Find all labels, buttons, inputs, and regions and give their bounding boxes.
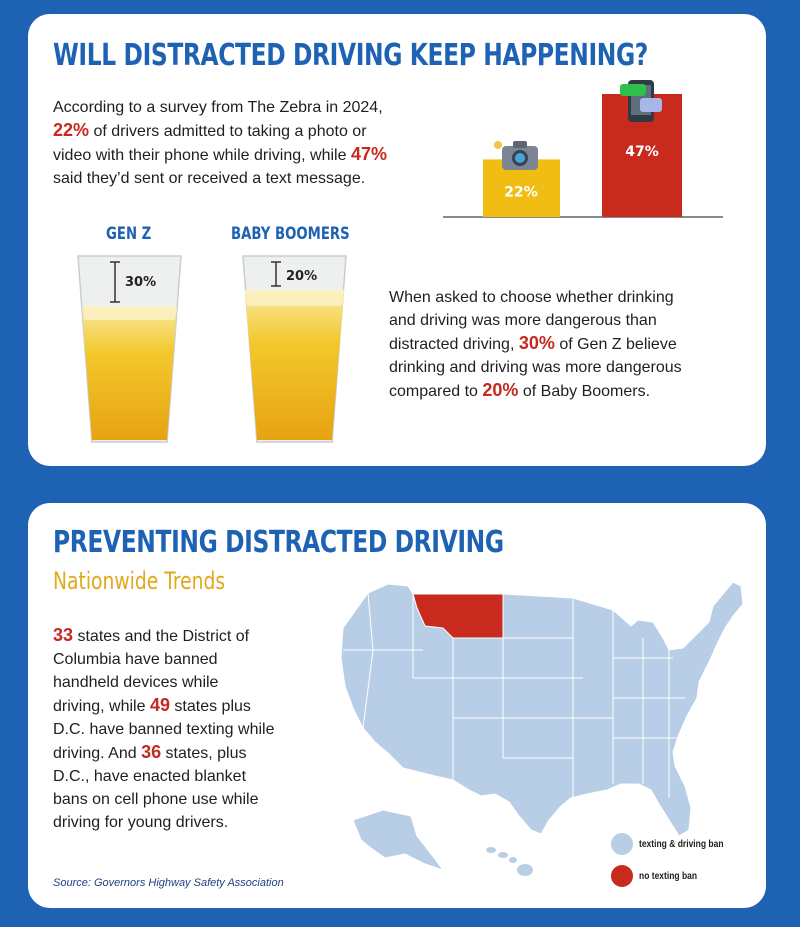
hawaii-state xyxy=(486,847,533,876)
glass-genz-value: 30% xyxy=(125,275,157,290)
boomers-percent: 20% xyxy=(482,380,519,400)
panel-title: WILL DISTRACTED DRIVING KEEP HAPPENING? xyxy=(53,38,648,73)
glass-boomers xyxy=(243,256,346,442)
text-percent: 47% xyxy=(350,144,387,164)
bar-text-label: 47% xyxy=(625,144,659,160)
stat-33: 33 xyxy=(53,625,74,645)
source-note: Source: Governors Highway Safety Association xyxy=(53,877,284,889)
bar-photo-label: 22% xyxy=(504,184,538,201)
glass-label-genz: GEN Z xyxy=(106,224,152,244)
alaska-state xyxy=(353,810,443,870)
panel-subtitle: Nationwide Trends xyxy=(53,567,226,595)
survey-bar-chart xyxy=(438,74,738,224)
trends-paragraph: 33 states and the District of Columbia have banned handheld devices while driving, while 49 states plus D.C. have banned texting while driving. And 36 states, plus D.C., have enacted blanket bans on cell phone use while driving for young drivers. xyxy=(53,625,275,831)
stat-49: 49 xyxy=(149,695,170,715)
glass-genz xyxy=(78,256,181,442)
legend-label-ban: texting & driving ban xyxy=(639,839,724,850)
beer-glasses xyxy=(73,250,353,450)
contiguous-states xyxy=(341,582,743,836)
glass-boomers-value: 20% xyxy=(286,269,318,284)
prevention-panel xyxy=(28,503,766,908)
panel-title: PREVENTING DISTRACTED DRIVING xyxy=(53,525,504,560)
glass-label-boomers: BABY BOOMERS xyxy=(231,224,350,244)
genz-percent: 30% xyxy=(518,333,555,353)
comparison-paragraph: When asked to choose whether drinking and driving was more dangerous than distracted driving, 30% of Gen Z believe drinking and driving was more dangerous compared to 20% of Baby Boomers. xyxy=(389,289,682,400)
legend-swatch-no-ban xyxy=(611,865,633,887)
legend-swatch-ban xyxy=(611,833,633,855)
photo-percent: 22% xyxy=(53,120,90,140)
survey-paragraph: According to a survey from The Zebra in 2024, 22% of drivers admitted to taking a photo or video with their phone while driving, while 47% said they’d sent or received a text message. xyxy=(53,99,387,187)
distracted-driving-panel xyxy=(28,14,766,466)
legend-label-no-ban: no texting ban xyxy=(639,871,698,882)
stat-36: 36 xyxy=(141,742,162,762)
